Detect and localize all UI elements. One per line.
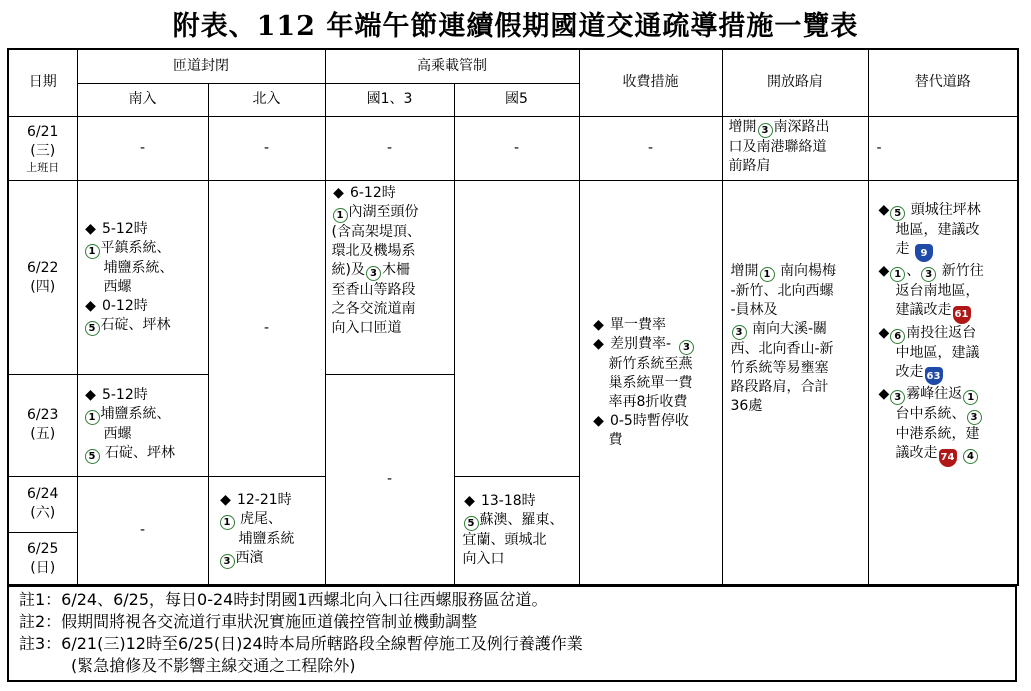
header-shoulder: 開放路肩 — [722, 49, 868, 116]
weekday-0622: (四) — [30, 278, 56, 295]
route-1-icon: 1 — [890, 267, 905, 282]
alt-b-line-2: 返台南地區， — [895, 283, 980, 300]
provincial-61-icon: 61 — [953, 306, 971, 324]
alt-c-line-3: 改走 — [895, 363, 924, 380]
ramp-south-0623 — [77, 374, 208, 476]
hov13-0623-0625: - — [325, 374, 454, 585]
route-3-icon: 3 — [758, 123, 773, 138]
hov13-0622-line-4a: 統)及 — [331, 262, 365, 279]
alt-d-line-2: 台中系統、 — [895, 406, 966, 423]
hov5-line-3: 向入口 — [462, 550, 505, 567]
alt-b-line-3: 建議改走 — [895, 302, 952, 319]
diamond-bullet-icon: ◆ — [593, 412, 604, 429]
route-3-icon: 3 — [366, 266, 381, 281]
diamond-bullet-icon: ◆ — [464, 492, 475, 509]
ramp-south-0622-time-1: 5-12時 — [101, 220, 148, 237]
shoulder-0621-text-1: 增開 — [728, 118, 757, 135]
date-0621: 6/21 — [27, 123, 59, 140]
ramp-south-0622-time-2: 0-12時 — [101, 297, 148, 314]
diamond-bullet-icon: ◆ — [85, 387, 96, 404]
header-hov-freeway-1-3: 國1、3 — [325, 83, 454, 116]
date-0622: 6/22 — [27, 259, 59, 276]
route-3-icon: 3 — [732, 325, 747, 340]
hov13-0621: - — [325, 116, 454, 180]
route-5-icon: 5 — [890, 206, 905, 221]
hov5-0621: - — [454, 116, 579, 180]
diamond-bullet-icon: ◆ — [878, 201, 890, 218]
diamond-bullet-icon: ◆ — [85, 220, 96, 237]
hov13-0622-line-1: 內湖至頭份 — [348, 204, 419, 221]
workday-note: 上班日 — [26, 160, 60, 174]
alt-d-line-1: 霧峰往返 — [906, 386, 963, 403]
route-5-icon: 5 — [464, 516, 479, 531]
ramp-north-0621: - — [208, 116, 325, 180]
date-cell-0624 — [8, 476, 77, 532]
ramp-south-0622-line-3: 西螺 — [103, 278, 132, 295]
alt-0621-dash: - — [876, 140, 882, 157]
hov5-line-2: 宜蘭、頭城北 — [462, 531, 547, 548]
route-1-icon: 1 — [333, 208, 348, 223]
provincial-9-icon: 9 — [915, 244, 933, 262]
route-3-icon: 3 — [220, 554, 235, 569]
weekday-0623: (五) — [30, 426, 56, 443]
diamond-bullet-icon: ◆ — [85, 297, 96, 314]
note-3: 註3：6/21(三)12時至6/25(日)24時本局所轄路段全線暫停施工及例行養護作業 — [19, 634, 583, 653]
toll-line-3: 新竹系統至燕 — [608, 355, 693, 372]
route-3-icon: 3 — [679, 340, 694, 355]
toll-0621: - — [579, 116, 722, 180]
alt-d-line-3: 中港系統，建 — [895, 426, 980, 443]
date-0623: 6/23 — [27, 407, 59, 424]
ramp-south-0621: - — [77, 116, 208, 180]
diamond-bullet-icon: ◆ — [593, 316, 604, 333]
ramp-north-line-2: 埔鹽系統 — [238, 531, 295, 548]
note-3-continued: (緊急搶修及不影響主線交通之工程除外) — [71, 656, 356, 675]
header-alternative-roads: 替代道路 — [868, 49, 1018, 116]
ramp-north-time: 12-21時 — [236, 492, 292, 509]
shoulder-line-1a: 增開 — [730, 262, 759, 279]
ramp-south-0624-0625: - — [77, 476, 208, 585]
alt-0621 — [868, 116, 1018, 180]
shoulder-0621-text-2: 口及南港聯絡道 — [728, 138, 827, 155]
toll-line-5: 率再8折收費 — [608, 393, 688, 410]
ramp-south-0623-line-1: 埔鹽系統、 — [100, 406, 171, 423]
ramp-south-0622 — [77, 181, 208, 374]
weekday-0621: (三) — [30, 142, 56, 159]
toll-measures — [579, 181, 722, 585]
diamond-bullet-icon: ◆ — [878, 324, 890, 341]
diamond-bullet-icon: ◆ — [878, 263, 890, 280]
provincial-63-icon: 63 — [925, 367, 943, 385]
toll-line-1: 單一費率 — [609, 316, 666, 333]
page-title: 附表、112 年端午節連續假期國道交通疏導措施一覽表 — [172, 11, 859, 42]
route-4-icon: 4 — [963, 449, 978, 464]
ramp-north-line-3: 西濱 — [235, 550, 264, 567]
note-2: 註2：假期間將視各交流道行車狀況實施匝道儀控管制並機動調整 — [19, 612, 478, 631]
hov5-0622-0623 — [454, 181, 579, 476]
toll-line-2: 差別費率- — [609, 335, 672, 352]
header-ramp-south: 南入 — [77, 83, 208, 116]
date-cell-0621 — [8, 116, 77, 180]
toll-line-6: 0-5時暫停收 — [609, 412, 689, 429]
route-3-icon: 3 — [921, 267, 936, 282]
route-1-icon: 1 — [220, 515, 235, 530]
date-cell-0623 — [8, 374, 77, 476]
hov5-time: 13-18時 — [480, 492, 536, 509]
header-ramp-north: 北入 — [208, 83, 325, 116]
header-hov-freeway-5: 國5 — [454, 83, 579, 116]
header-ramp-closure: 匝道封閉 — [77, 49, 325, 83]
route-1-icon: 1 — [85, 244, 100, 259]
hov13-0622-time: 6-12時 — [349, 185, 396, 202]
note-1: 註1：6/24、6/25，每日0-24時封閉國1西螺北向入口往西螺服務區岔道。 — [19, 590, 548, 609]
hov13-0622 — [325, 181, 454, 374]
hov5-0624-0625 — [454, 476, 579, 585]
date-0624: 6/24 — [27, 486, 59, 503]
header-date: 日期 — [8, 49, 77, 116]
header-hov-control: 高乘載管制 — [325, 49, 579, 83]
shoulder-line-7: 路段路肩，合計 — [730, 378, 829, 395]
toll-line-4: 巢系統單一費 — [608, 374, 693, 391]
shoulder-0621-text-1b: 南深路出 — [773, 118, 830, 135]
ramp-south-0622-line-4: 石碇、坪林 — [100, 316, 171, 333]
shoulder-line-6: 竹系統等易壅塞 — [730, 359, 829, 376]
hov13-0622-line-3: 環北及機場系 — [331, 243, 416, 260]
hov13-0622-line-5: 至香山等路段 — [331, 282, 416, 299]
alt-d-line-4: 議改走 — [895, 445, 938, 462]
header-toll: 收費措施 — [579, 49, 722, 116]
ramp-north-0624-0625 — [208, 476, 325, 585]
route-3-icon: 3 — [890, 390, 905, 405]
ramp-south-0623-line-3: 石碇、坪林 — [104, 445, 175, 462]
date-cell-0622 — [8, 181, 77, 374]
provincial-74-icon: 74 — [939, 449, 957, 467]
ramp-north-line-1: 虎尾、 — [239, 511, 282, 528]
weekday-0624: (六) — [30, 505, 56, 522]
shoulder-line-5: 西、北向香山-新 — [730, 340, 834, 357]
alt-a-line-2: 地區，建議改 — [895, 221, 980, 238]
alt-c-line-2: 中地區，建議 — [895, 344, 980, 361]
shoulder-0621-text-3: 前路肩 — [728, 157, 771, 174]
route-1-icon: 1 — [963, 390, 978, 405]
route-3-icon: 3 — [967, 410, 982, 425]
date-0625: 6/25 — [27, 540, 59, 557]
shoulder-main — [722, 181, 868, 585]
alt-a-line-1: 頭城往坪林 — [910, 201, 981, 218]
shoulder-line-3: -員林及 — [730, 301, 778, 318]
weekday-0625: (日) — [30, 559, 56, 576]
diamond-bullet-icon: ◆ — [593, 335, 604, 352]
route-6-icon: 6 — [890, 329, 905, 344]
hov13-0622-line-6: 之各交流道南 — [331, 301, 416, 318]
shoulder-0621 — [722, 116, 868, 180]
alt-c-line-1: 南投往返台 — [906, 324, 977, 341]
diamond-bullet-icon: ◆ — [878, 386, 890, 403]
ramp-south-0623-time: 5-12時 — [101, 387, 148, 404]
shoulder-line-2: -新竹、北向西螺 — [730, 282, 834, 299]
diamond-bullet-icon: ◆ — [333, 185, 344, 202]
diamond-bullet-icon: ◆ — [220, 492, 231, 509]
ramp-south-0622-line-2: 埔鹽系統、 — [103, 259, 174, 276]
measures-table — [7, 48, 1019, 586]
shoulder-line-4: 南向大溪-關 — [751, 320, 828, 337]
alt-b-line-1: 新竹往 — [941, 263, 984, 280]
ramp-north-0622-0623: - — [208, 181, 325, 476]
alternative-roads: ◆ 5 頭城往坪林 地區，建議改 走 9 ◆ 1 、 3 新竹往 返台南地區， 建議改走 61 ◆ 6 南投往返台 中地區，建議 改走 63 ◆ 3 霧峰往返 1 台中系統、 3 中港系統，建 議改走 74 4 — [868, 181, 1018, 585]
alt-a-line-3: 走 — [895, 240, 910, 257]
route-5-icon: 5 — [85, 449, 100, 464]
hov5-line-1: 蘇澳、羅東、 — [479, 511, 564, 528]
route-5-icon: 5 — [85, 321, 100, 336]
toll-line-7: 費 — [608, 431, 623, 448]
route-1-icon: 1 — [760, 267, 775, 282]
ramp-south-0622-line-1: 平鎮系統、 — [100, 239, 171, 256]
notes-section — [7, 586, 1017, 682]
date-cell-0625 — [8, 533, 77, 585]
ramp-south-0623-line-2: 西螺 — [103, 426, 132, 443]
hov13-0622-line-7: 向入口匝道 — [331, 320, 402, 337]
hov13-0622-line-2: (含高架堤頂、 — [331, 224, 421, 241]
route-1-icon: 1 — [85, 410, 100, 425]
shoulder-line-8: 36處 — [730, 397, 763, 414]
hov13-0622-line-4b: 木柵 — [381, 262, 410, 279]
shoulder-line-1b: 南向楊梅 — [779, 262, 836, 279]
